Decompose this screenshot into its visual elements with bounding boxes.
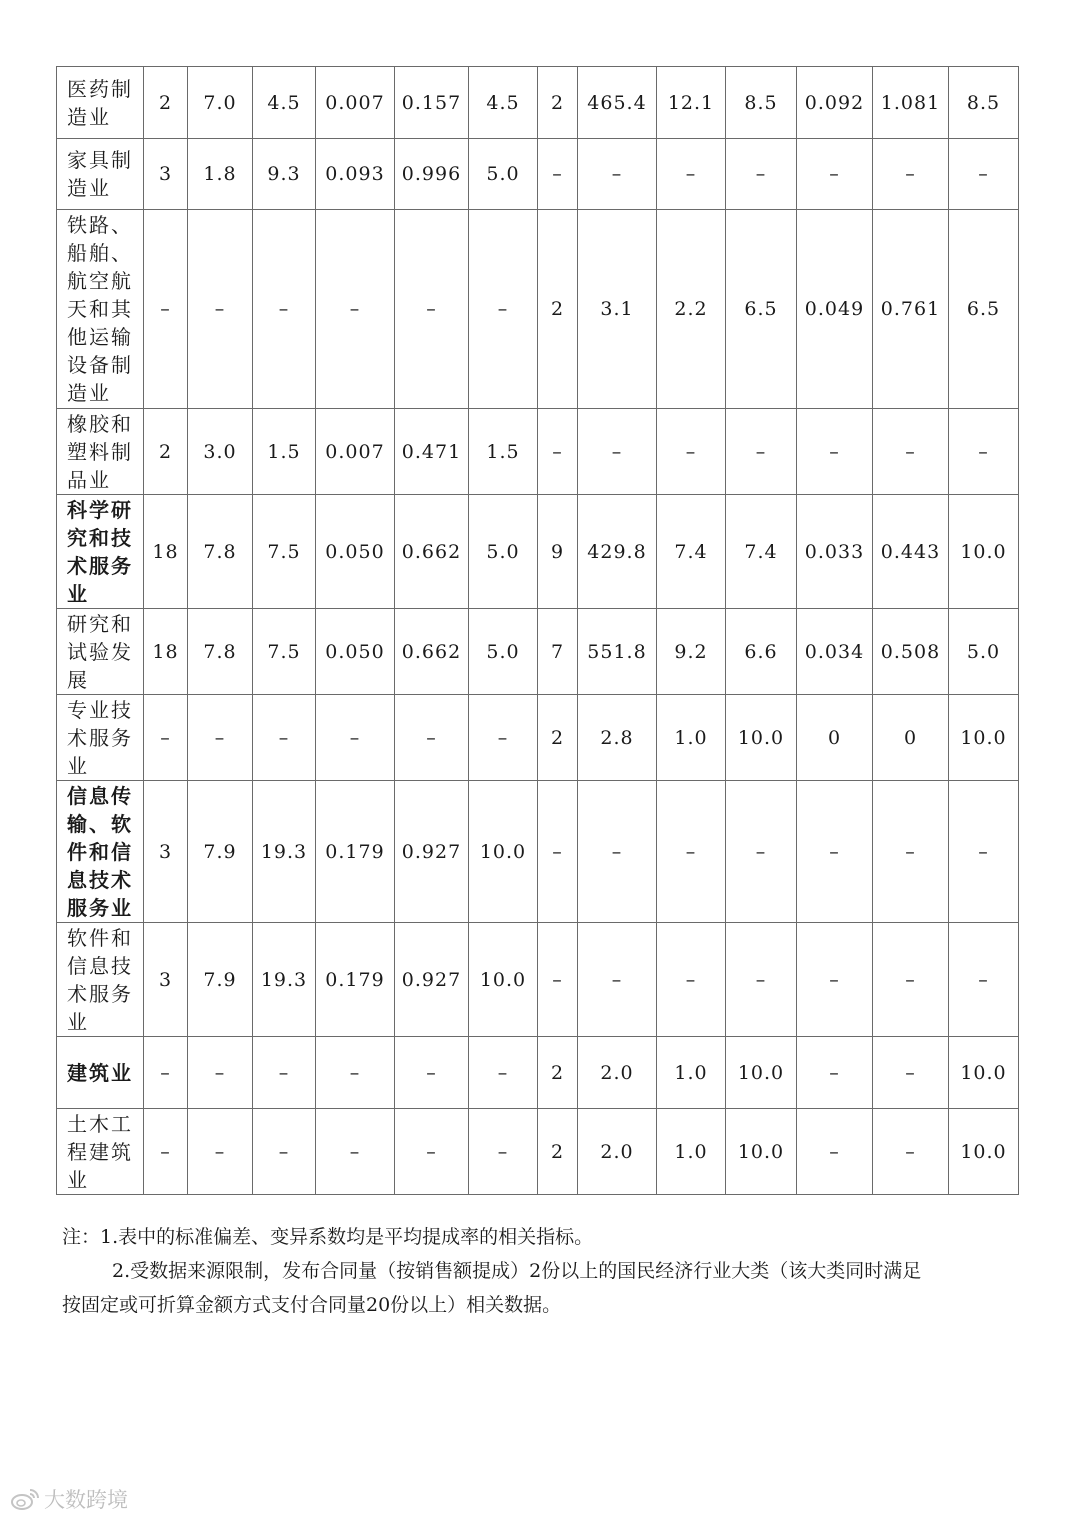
value-cell: 7.4 — [657, 495, 726, 609]
value-cell: – — [873, 1037, 949, 1109]
value-cell: 0.033 — [797, 495, 873, 609]
value-cell: 7.0 — [188, 67, 253, 139]
value-cell: – — [797, 1109, 873, 1195]
value-cell: – — [316, 210, 395, 409]
value-cell: 10.0 — [949, 1037, 1019, 1109]
value-cell: 1.0 — [657, 695, 726, 781]
table-row — [57, 1037, 1019, 1109]
industry-cell: 科学研究和技术服务业 — [57, 495, 144, 609]
note-line-2: 2.受数据来源限制，发布合同量（按销售额提成）2份以上的国民经济行业大类（该大类同时满足 — [112, 1260, 922, 1282]
value-cell: 18 — [144, 609, 188, 695]
value-cell: – — [949, 139, 1019, 210]
industry-cell: 建筑业 — [57, 1037, 144, 1109]
value-cell: 3 — [144, 139, 188, 210]
notes — [62, 1220, 1022, 1322]
value-cell: 429.8 — [578, 495, 657, 609]
value-cell: 6.5 — [949, 210, 1019, 409]
value-cell: – — [253, 1037, 316, 1109]
table-row — [57, 1109, 1019, 1195]
table-row — [57, 139, 1019, 210]
value-cell: – — [726, 781, 797, 923]
value-cell: – — [949, 409, 1019, 495]
value-cell: 0.050 — [316, 495, 395, 609]
industry-cell: 信息传输、软件和信息技术服务业 — [57, 781, 144, 923]
value-cell: – — [395, 695, 469, 781]
note-line-1: 注：1.表中的标准偏差、变异系数均是平均提成率的相关指标。 — [62, 1226, 594, 1248]
industry-cell: 橡胶和塑料制品业 — [57, 409, 144, 495]
value-cell: 0.093 — [316, 139, 395, 210]
value-cell: 0.471 — [395, 409, 469, 495]
value-cell: 5.0 — [469, 495, 538, 609]
value-cell: – — [538, 139, 578, 210]
data-table — [56, 66, 1019, 1195]
value-cell: – — [726, 409, 797, 495]
table-row — [57, 781, 1019, 923]
table-row — [57, 609, 1019, 695]
value-cell: – — [726, 139, 797, 210]
value-cell: – — [144, 1109, 188, 1195]
value-cell: – — [873, 409, 949, 495]
value-cell: – — [657, 923, 726, 1037]
value-cell: 2 — [538, 695, 578, 781]
value-cell: – — [144, 695, 188, 781]
value-cell: 5.0 — [949, 609, 1019, 695]
value-cell: 2.8 — [578, 695, 657, 781]
value-cell: 0.508 — [873, 609, 949, 695]
value-cell: 8.5 — [949, 67, 1019, 139]
value-cell: – — [316, 1037, 395, 1109]
value-cell: 0.443 — [873, 495, 949, 609]
value-cell: – — [873, 781, 949, 923]
table-row — [57, 210, 1019, 409]
value-cell: 2.2 — [657, 210, 726, 409]
value-cell: – — [797, 1037, 873, 1109]
value-cell: 10.0 — [726, 1109, 797, 1195]
value-cell: 0.662 — [395, 609, 469, 695]
value-cell: – — [395, 1037, 469, 1109]
value-cell: – — [873, 923, 949, 1037]
value-cell: 0.996 — [395, 139, 469, 210]
value-cell: 9.2 — [657, 609, 726, 695]
value-cell: – — [253, 1109, 316, 1195]
value-cell: – — [253, 210, 316, 409]
value-cell: 10.0 — [469, 923, 538, 1037]
note-line-3: 按固定或可折算金额方式支付合同量20份以上）相关数据。 — [62, 1294, 562, 1316]
value-cell: 3 — [144, 781, 188, 923]
value-cell: 19.3 — [253, 781, 316, 923]
value-cell: – — [144, 1037, 188, 1109]
value-cell: – — [578, 139, 657, 210]
value-cell: – — [253, 695, 316, 781]
industry-cell: 软件和信息技术服务业 — [57, 923, 144, 1037]
value-cell: 9.3 — [253, 139, 316, 210]
value-cell: 465.4 — [578, 67, 657, 139]
value-cell: – — [188, 1109, 253, 1195]
industry-cell: 研究和试验发展 — [57, 609, 144, 695]
value-cell: – — [538, 781, 578, 923]
value-cell: – — [469, 1109, 538, 1195]
value-cell: 0.927 — [395, 923, 469, 1037]
value-cell: 2 — [538, 210, 578, 409]
value-cell: 0.157 — [395, 67, 469, 139]
value-cell: 4.5 — [253, 67, 316, 139]
value-cell: – — [873, 1109, 949, 1195]
value-cell: – — [873, 139, 949, 210]
value-cell: 0.034 — [797, 609, 873, 695]
value-cell: – — [726, 923, 797, 1037]
value-cell: – — [657, 781, 726, 923]
value-cell: 1.0 — [657, 1037, 726, 1109]
value-cell: 10.0 — [469, 781, 538, 923]
value-cell: 6.6 — [726, 609, 797, 695]
table-row — [57, 695, 1019, 781]
value-cell: – — [578, 409, 657, 495]
value-cell: 2 — [144, 67, 188, 139]
value-cell: 2 — [538, 67, 578, 139]
value-cell: – — [797, 139, 873, 210]
value-cell: 0.662 — [395, 495, 469, 609]
value-cell: – — [395, 1109, 469, 1195]
value-cell: 7.5 — [253, 609, 316, 695]
value-cell: 10.0 — [726, 695, 797, 781]
value-cell: – — [316, 695, 395, 781]
value-cell: 7.5 — [253, 495, 316, 609]
table-row — [57, 67, 1019, 139]
value-cell: 10.0 — [949, 495, 1019, 609]
value-cell: 3 — [144, 923, 188, 1037]
value-cell: 8.5 — [726, 67, 797, 139]
industry-cell: 医药制造业 — [57, 67, 144, 139]
value-cell: – — [578, 923, 657, 1037]
value-cell: 1.081 — [873, 67, 949, 139]
value-cell: 0.927 — [395, 781, 469, 923]
table-row — [57, 409, 1019, 495]
value-cell: – — [578, 781, 657, 923]
value-cell: 4.5 — [469, 67, 538, 139]
value-cell: 0.050 — [316, 609, 395, 695]
value-cell: 5.0 — [469, 609, 538, 695]
value-cell: 2.0 — [578, 1109, 657, 1195]
value-cell: – — [657, 139, 726, 210]
value-cell: 0.007 — [316, 67, 395, 139]
value-cell: 1.8 — [188, 139, 253, 210]
value-cell: 1.0 — [657, 1109, 726, 1195]
weibo-logo-icon — [10, 1487, 40, 1511]
value-cell: – — [316, 1109, 395, 1195]
value-cell: 19.3 — [253, 923, 316, 1037]
value-cell: 0 — [873, 695, 949, 781]
value-cell: 10.0 — [726, 1037, 797, 1109]
value-cell: – — [797, 781, 873, 923]
watermark-text: 大数跨境 — [44, 1488, 128, 1512]
value-cell: – — [538, 409, 578, 495]
industry-cell: 专业技术服务业 — [57, 695, 144, 781]
watermark — [10, 1484, 128, 1514]
value-cell: 0.179 — [316, 923, 395, 1037]
value-cell: 7.8 — [188, 495, 253, 609]
value-cell: – — [469, 695, 538, 781]
value-cell: – — [188, 695, 253, 781]
value-cell: 1.5 — [253, 409, 316, 495]
value-cell: – — [469, 1037, 538, 1109]
value-cell: – — [188, 1037, 253, 1109]
value-cell: – — [797, 923, 873, 1037]
value-cell: 1.5 — [469, 409, 538, 495]
value-cell: – — [395, 210, 469, 409]
value-cell: – — [144, 210, 188, 409]
industry-cell: 家具制造业 — [57, 139, 144, 210]
value-cell: 0 — [797, 695, 873, 781]
industry-cell: 土木工程建筑业 — [57, 1109, 144, 1195]
value-cell: 7.9 — [188, 923, 253, 1037]
value-cell: – — [469, 210, 538, 409]
value-cell: 9 — [538, 495, 578, 609]
value-cell: – — [949, 923, 1019, 1037]
value-cell: 12.1 — [657, 67, 726, 139]
value-cell: 5.0 — [469, 139, 538, 210]
value-cell: 7.8 — [188, 609, 253, 695]
value-cell: 10.0 — [949, 1109, 1019, 1195]
value-cell: 0.049 — [797, 210, 873, 409]
value-cell: – — [797, 409, 873, 495]
value-cell: 0.179 — [316, 781, 395, 923]
value-cell: 0.761 — [873, 210, 949, 409]
value-cell: 2.0 — [578, 1037, 657, 1109]
value-cell: 3.0 — [188, 409, 253, 495]
value-cell: 2 — [144, 409, 188, 495]
value-cell: 6.5 — [726, 210, 797, 409]
value-cell: 18 — [144, 495, 188, 609]
industry-cell: 铁路、船舶、航空航天和其他运输设备制造业 — [57, 210, 144, 409]
value-cell: 0.092 — [797, 67, 873, 139]
value-cell: 2 — [538, 1109, 578, 1195]
value-cell: – — [188, 210, 253, 409]
value-cell: – — [657, 409, 726, 495]
value-cell: 551.8 — [578, 609, 657, 695]
value-cell: 10.0 — [949, 695, 1019, 781]
value-cell: 7 — [538, 609, 578, 695]
value-cell: 0.007 — [316, 409, 395, 495]
value-cell: 7.9 — [188, 781, 253, 923]
value-cell: – — [949, 781, 1019, 923]
value-cell: 7.4 — [726, 495, 797, 609]
value-cell: – — [538, 923, 578, 1037]
table-row — [57, 923, 1019, 1037]
table-row — [57, 495, 1019, 609]
value-cell: 2 — [538, 1037, 578, 1109]
value-cell: 3.1 — [578, 210, 657, 409]
